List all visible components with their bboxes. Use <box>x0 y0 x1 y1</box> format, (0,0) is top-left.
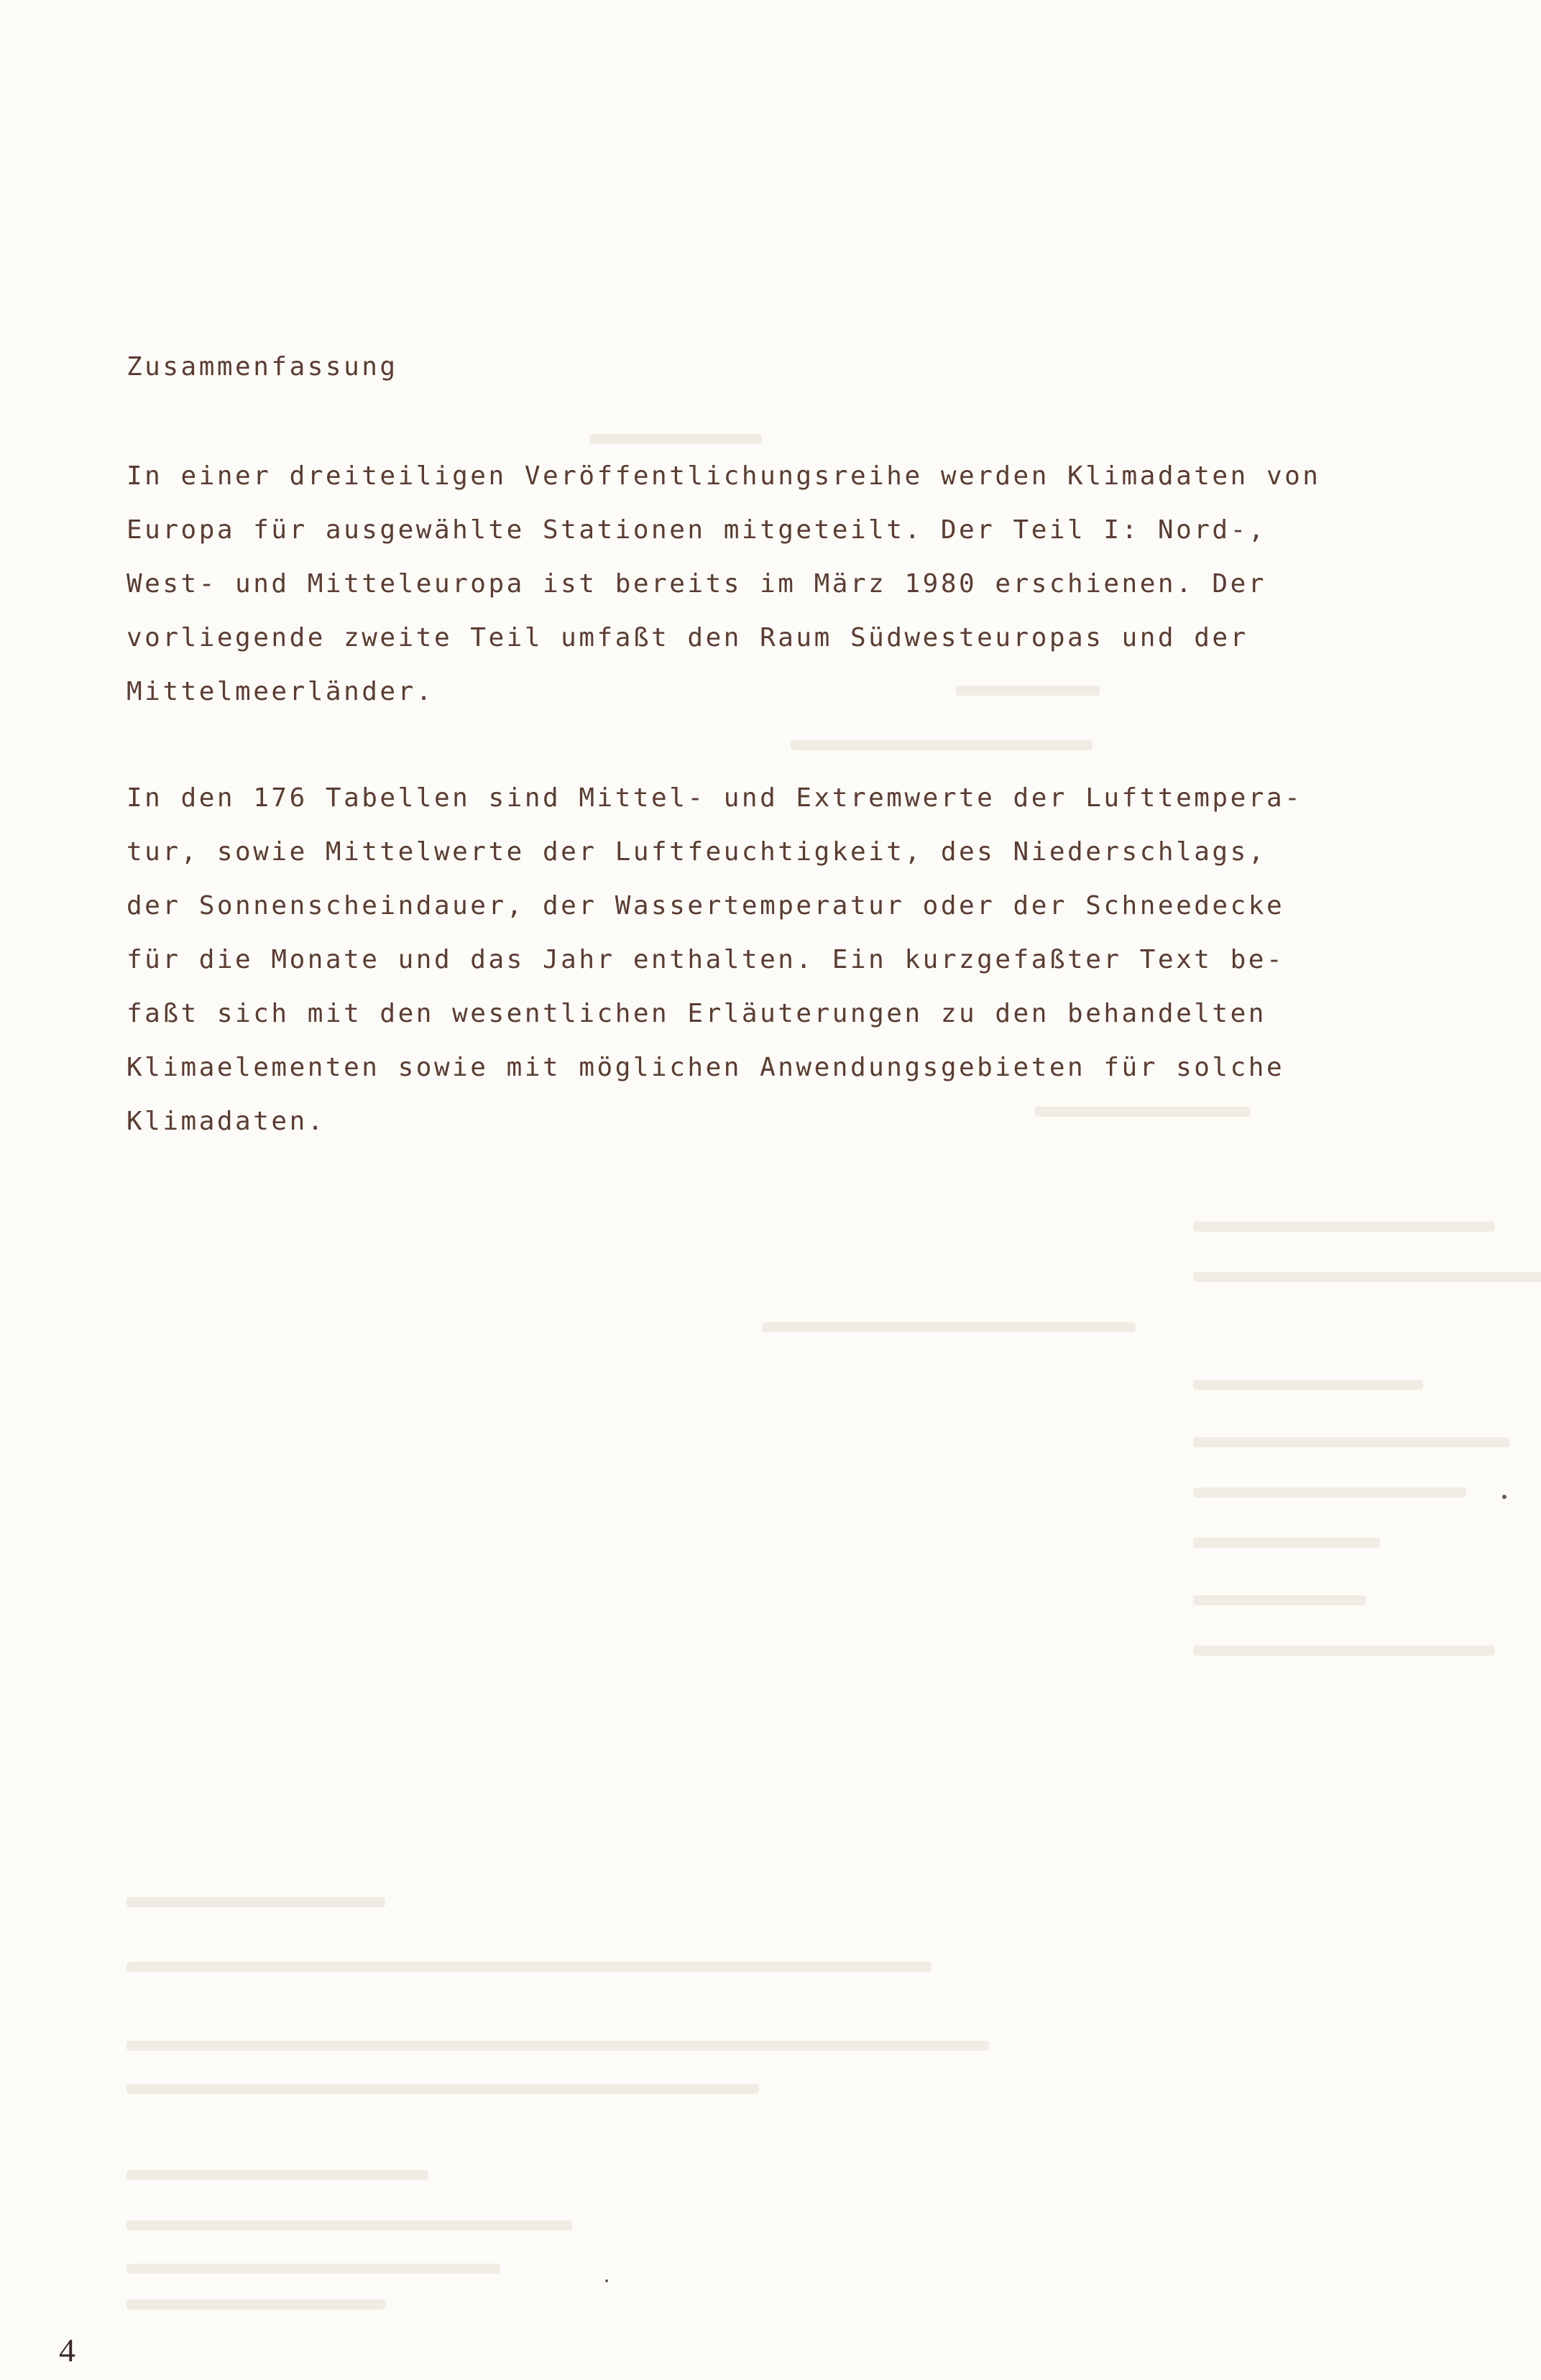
text-line: Klimaelementen sowie mit möglichen Anwendungsgebieten für solche <box>126 1053 1285 1082</box>
speck <box>1502 1495 1506 1499</box>
text-line: In den 176 Tabellen sind Mittel- und Extremwerte der Lufttempera- <box>126 783 1303 813</box>
text-line: für die Monate und das Jahr enthalten. Ein kurzgefaßter Text be- <box>126 945 1285 974</box>
text-line: tur, sowie Mittelwerte der Luftfeuchtigkeit, des Niederschlags, <box>126 837 1266 867</box>
text-line: In einer dreiteiligen Veröffentlichungsreihe werden Klimadaten von <box>126 461 1321 491</box>
text-line: vorliegende zweite Teil umfaßt den Raum Südwesteuropas und der <box>126 623 1248 652</box>
text-line: Europa für ausgewählte Stationen mitgeteilt. Der Teil I: Nord-, <box>126 515 1266 545</box>
page-number: 4 <box>59 2332 75 2369</box>
section-heading: Zusammenfassung <box>126 352 398 382</box>
text-line: Klimadaten. <box>126 1107 326 1136</box>
text-line: West- und Mitteleuropa ist bereits im März 1980 erschienen. Der <box>126 569 1266 599</box>
speck <box>605 2279 608 2282</box>
text-line: der Sonnenscheindauer, der Wassertemperatur oder der Schneedecke <box>126 891 1285 921</box>
text-line: faßt sich mit den wesentlichen Erläuterungen zu den behandelten <box>126 999 1266 1028</box>
text-line: Mittelmeerländer. <box>126 677 434 706</box>
